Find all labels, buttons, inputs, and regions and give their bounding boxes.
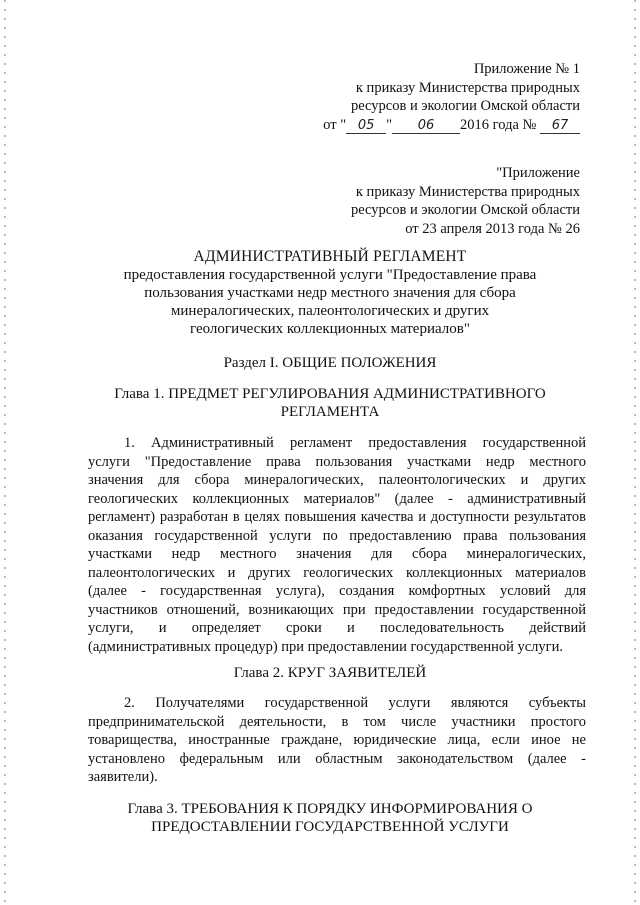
paragraph-line: геологических коллекционных материалов" (далее - административный [88, 490, 586, 507]
appendix-line: Приложение № 1 [473, 61, 580, 77]
paragraph-line: палеонтологических и других геологических коллекционных материалов [88, 564, 586, 581]
handwritten-number: 67 [540, 119, 580, 134]
chapter-2-heading: Глава 2. КРУГ ЗАЯВИТЕЛЕЙ [233, 665, 427, 681]
paragraph-line: предпринимательской деятельности, в том числе участники простого [88, 713, 586, 730]
paragraph-line: услуги "Предоставление права пользования участками недр местного [88, 453, 586, 470]
paragraph-line: (административных процедур) при предоставлении государственной услуги. [88, 638, 563, 655]
subtitle-line: пользования участками недр местного значения для сбора [144, 285, 516, 301]
chapter-1-heading [80, 385, 580, 421]
section-heading: Раздел I. ОБЩИЕ ПОЛОЖЕНИЯ [223, 355, 437, 371]
subtitle-line: минералогических, палеонтологических и других [170, 303, 490, 319]
appendix-line: от 23 апреля 2013 года № 26 [405, 220, 580, 237]
appendix-date-line: от " 05 " 06 2016 года № 67 [323, 116, 580, 135]
heading-line: Глава 3. ТРЕБОВАНИЯ К ПОРЯДКУ ИНФОРМИРОВАНИЯ О [127, 801, 533, 817]
scan-edge-right [634, 0, 636, 905]
paragraph-line: 2. Получателями государственной услуги являются субъекты [124, 695, 586, 711]
scan-edge-left [4, 0, 6, 905]
appendix-line: к приказу Министерства природных [355, 79, 580, 96]
heading-line: Глава 1. ПРЕДМЕТ РЕГУЛИРОВАНИЯ АДМИНИСТРАТИВНОГО [114, 386, 546, 402]
paragraph-line: 1. Административный регламент предоставления государственной [124, 435, 586, 451]
subtitle-line: геологических коллекционных материалов" [190, 321, 470, 337]
subtitle-line: предоставления государственной услуги "Предоставление права [123, 267, 537, 283]
handwritten-month: 06 [392, 119, 460, 134]
appendix-current-header [323, 60, 580, 134]
heading-line: РЕГЛАМЕНТА [280, 404, 380, 420]
appendix-previous-header [351, 164, 580, 238]
handwritten-day: 05 [346, 119, 386, 134]
paragraph-line: регламент) разработан в целях повышения качества и доступности результатов [88, 509, 586, 525]
paragraph-line: оказания государственной услуги по предоставлению права пользования [88, 527, 586, 544]
paragraph-line: заявители). [88, 769, 158, 785]
appendix-line: к приказу Министерства природных [355, 183, 580, 200]
paragraph-line: услуги, и определяет сроки и последовательность действий [88, 620, 586, 636]
paragraph-line: участников отношений, возникающих при предоставлении государственной [88, 601, 586, 618]
paragraph-line: значения для сбора минералогических, палеонтологических и других [88, 472, 586, 488]
paragraph-line: участками недр местного значения для сбора минералогических, [88, 546, 586, 562]
appendix-line: "Приложение [496, 165, 580, 181]
regulation-title: АДМИНИСТРАТИВНЫЙ РЕГЛАМЕНТ [193, 248, 467, 265]
paragraph-line: товарищества, иностранные граждане, юридические лица, если иное не [88, 732, 586, 748]
chapter-3-heading [80, 800, 580, 836]
regulation-subtitle [80, 266, 580, 338]
paragraph-1 [88, 434, 586, 656]
paragraph-line: (далее - государственная услуга), создания комфортных условий для [88, 583, 586, 599]
appendix-line: ресурсов и экологии Омской области [351, 98, 580, 114]
appendix-line: ресурсов и экологии Омской области [351, 202, 580, 218]
paragraph-line: установлено федеральным или областным законодательством (далее - [88, 750, 586, 767]
paragraph-2 [88, 694, 586, 787]
heading-line: ПРЕДОСТАВЛЕНИИ ГОСУДАРСТВЕННОЙ УСЛУГИ [151, 819, 509, 835]
